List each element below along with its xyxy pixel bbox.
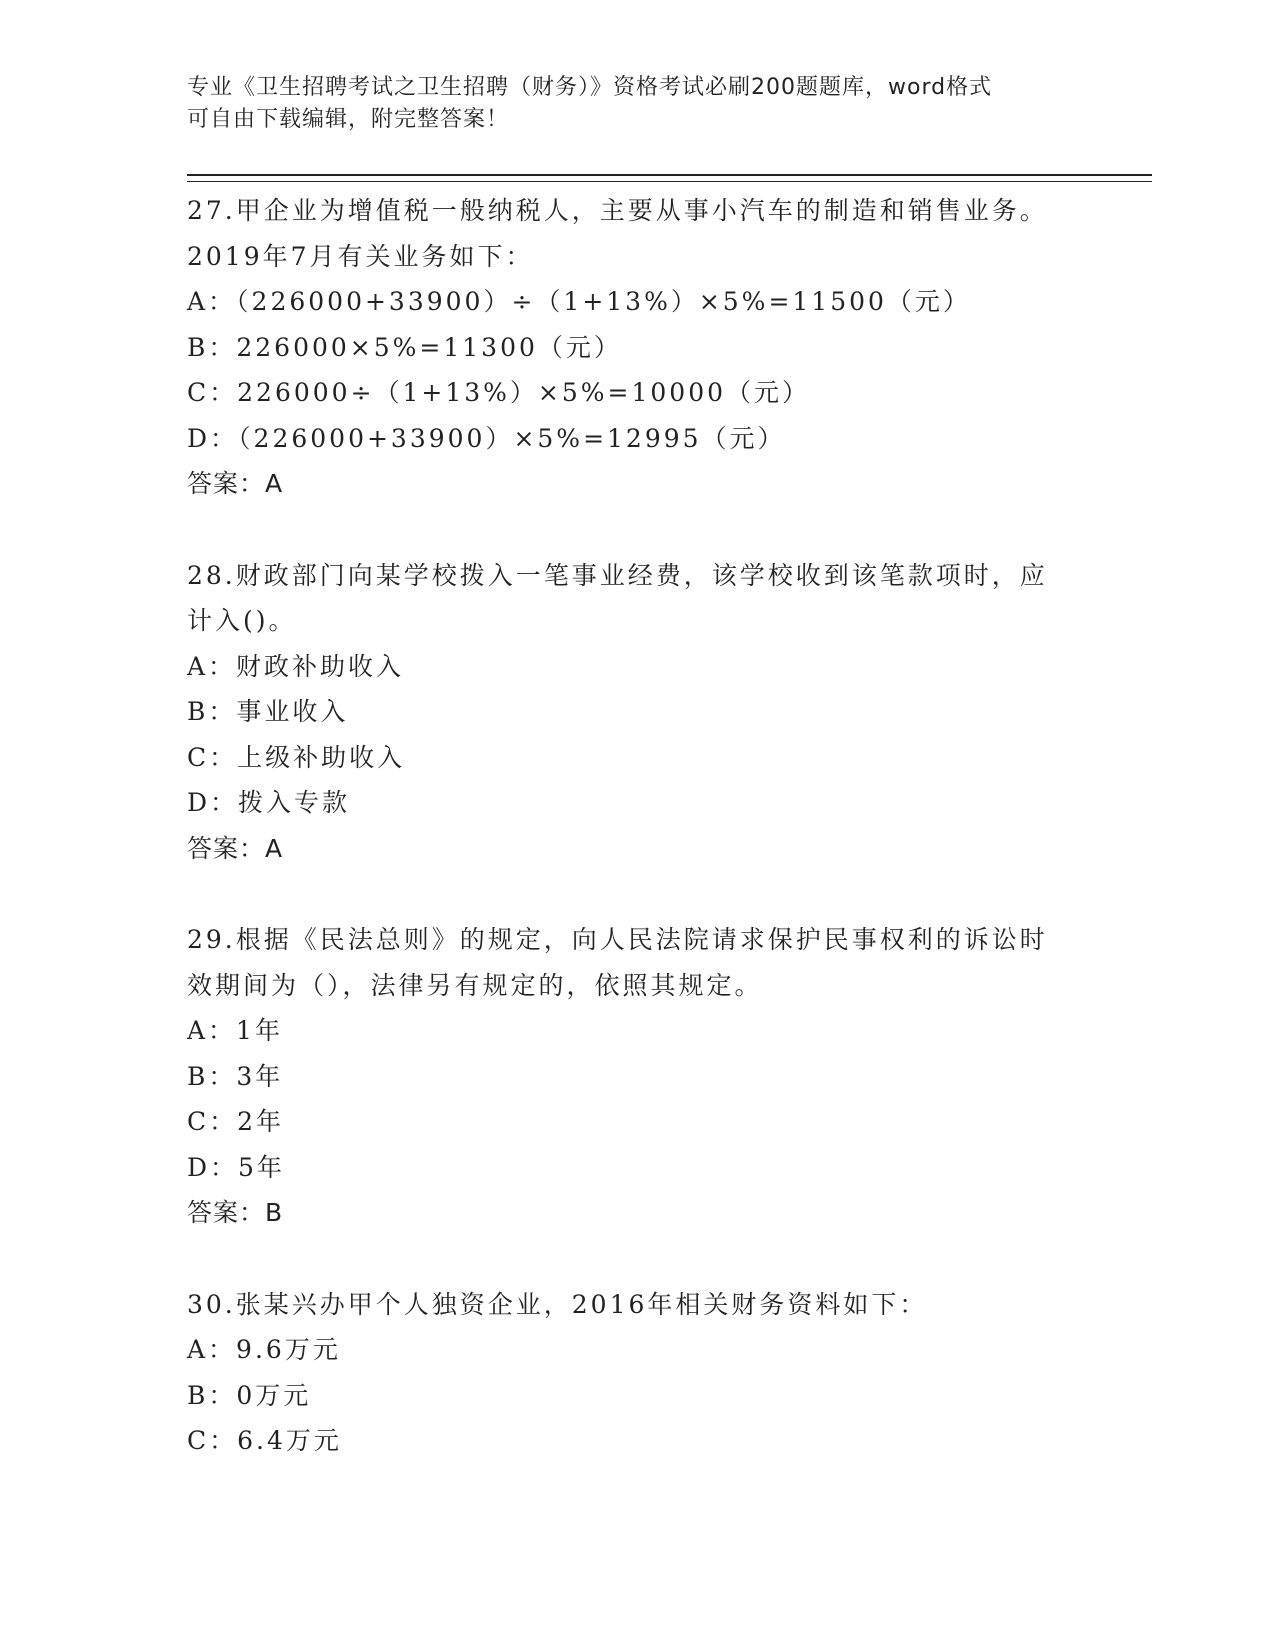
header-line-2: 可自由下载编辑，附完整答案！ [187, 107, 510, 132]
answer-label: 答案：B [187, 1198, 284, 1227]
question-stem: 计入()。 [187, 606, 297, 635]
option-b: B：事业收入 [187, 697, 349, 726]
option-b: B：3年 [187, 1061, 284, 1091]
option-c: C：6.4万元 [187, 1426, 342, 1455]
option-a: A：（226000+33900）÷（1+13%）×5%=11500（元） [187, 287, 971, 316]
question-stem: 效期间为（），法律另有规定的，依照其规定。 [187, 970, 763, 1000]
option-d: D：5年 [187, 1152, 285, 1182]
question-stem: 28.财政部门向某学校拨入一笔事业经费，该学校收到该笔款项时，应 [187, 560, 1048, 590]
header-divider-thick [187, 174, 1152, 176]
answer-label: 答案：A [187, 833, 284, 863]
question-list [187, 188, 1087, 1510]
option-a: A：财政补助收入 [187, 651, 405, 681]
header-divider-thin [187, 181, 1152, 182]
document-header [187, 72, 1087, 136]
question-28 [187, 553, 1087, 872]
question-stem: 29.根据《民法总则》的规定，向人民法院请求保护民事权利的诉讼时 [187, 925, 1048, 954]
option-b: B：226000×5%=11300（元） [187, 332, 622, 362]
question-29 [187, 917, 1087, 1236]
question-stem: 2019年7月有关业务如下： [187, 241, 534, 271]
header-line-1: 专业《卫生招聘考试之卫生招聘（财务）》资格考试必刷200题题库，word格式 [187, 75, 993, 100]
option-d: D：（226000+33900）×5%=12995（元） [187, 423, 786, 453]
option-d: D：拨入专款 [187, 788, 351, 817]
question-stem: 30.张某兴办甲个人独资企业，2016年相关财务资料如下： [187, 1289, 928, 1319]
question-27 [187, 188, 1087, 507]
question-stem: 27.甲企业为增值税一般纳税人，主要从事小汽车的制造和销售业务。 [187, 196, 1048, 225]
option-c: C：2年 [187, 1107, 285, 1136]
option-a: A：9.6万元 [187, 1335, 341, 1364]
question-30 [187, 1282, 1087, 1464]
option-c: C：226000÷（1+13%）×5%=10000（元） [187, 378, 811, 407]
option-c: C：上级补助收入 [187, 742, 406, 772]
option-a: A：1年 [187, 1016, 283, 1045]
answer-label: 答案：A [187, 469, 284, 498]
option-b: B：0万元 [187, 1380, 312, 1410]
